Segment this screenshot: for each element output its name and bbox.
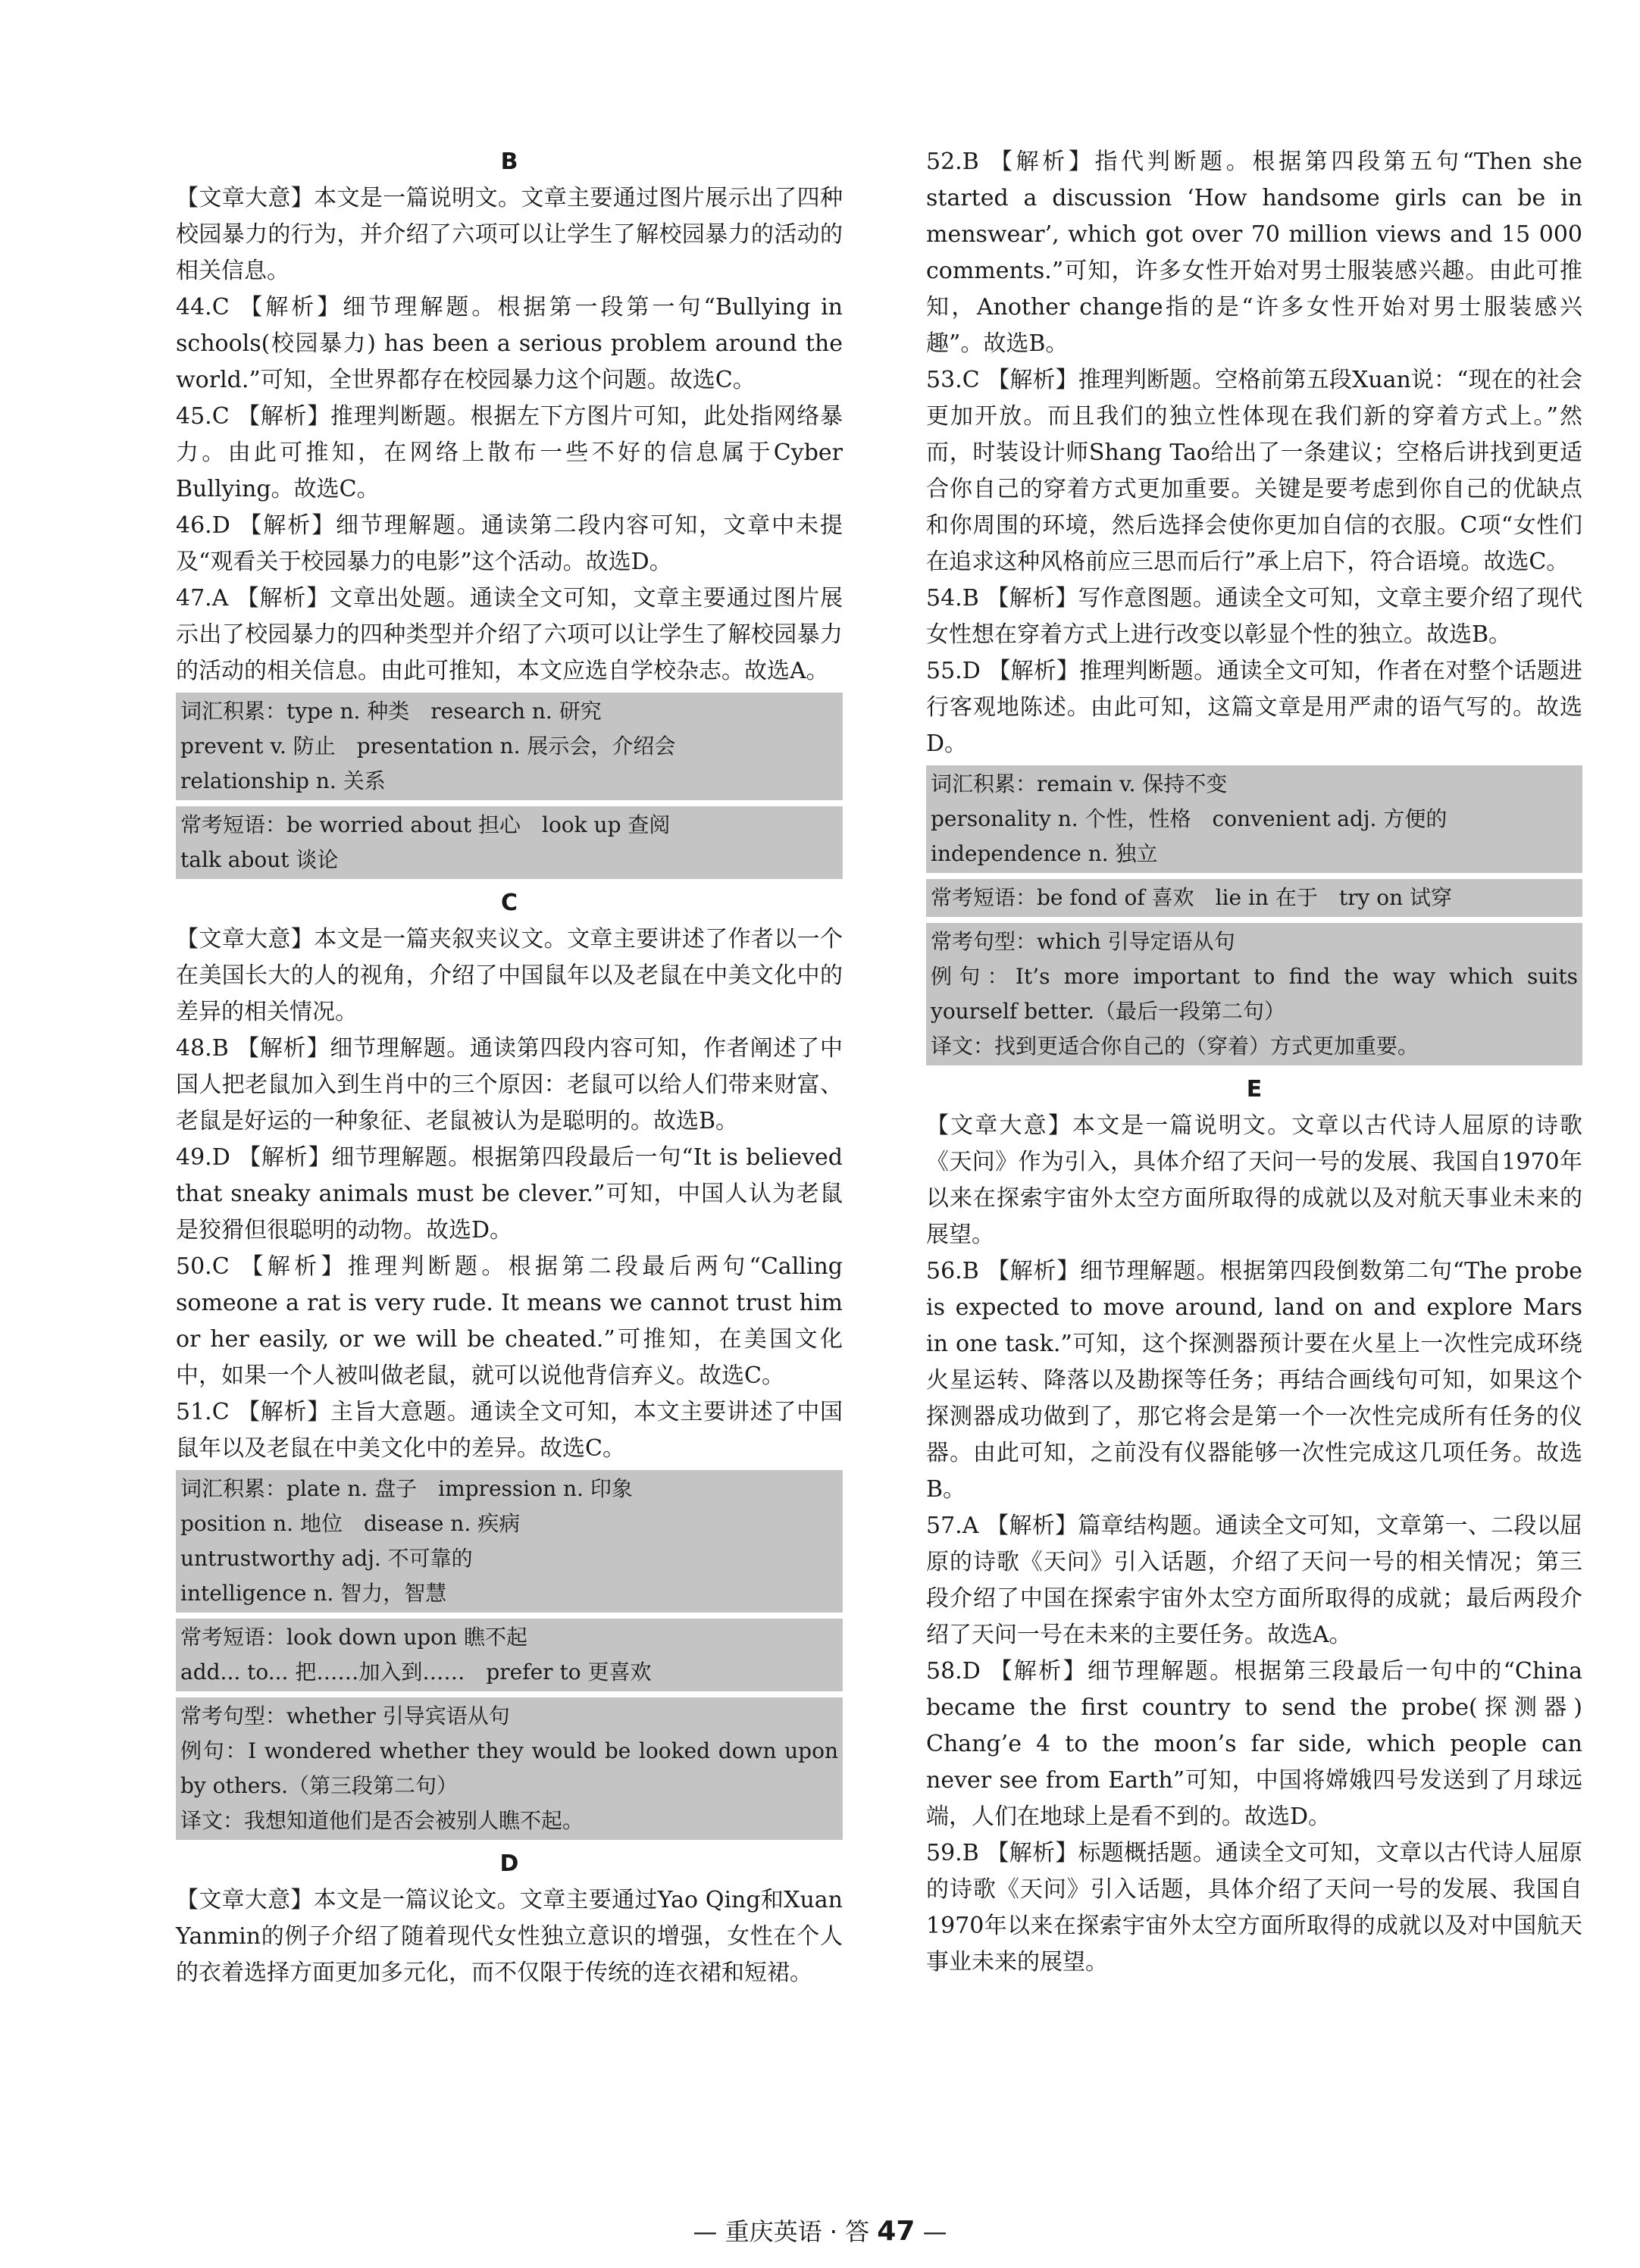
phrase-box-b <box>176 806 843 879</box>
vocab-box-b <box>176 693 843 800</box>
answer-58: 58.D 【解析】细节理解题。根据第三段最后一句中的“China became the first country to send the probe(探测器) Chang’e 4 to the moon’s far side, which people can never see from Earth”可知，中国将嫦娥四号发送到了月球远端，人们在地球上是看不到的。故选D。 <box>926 1658 1582 1830</box>
sentence-box-c <box>176 1697 843 1840</box>
vocab-box-d <box>926 765 1582 873</box>
section-e-summary: 【文章大意】本文是一篇说明文。文章以古代诗人屈原的诗歌《天问》作为引入，具体介绍了天问一号的发展、我国自1970年以来在探索宇宙外太空方面所取得的成就以及对航天事业未来的展望。 <box>926 1112 1582 1248</box>
vocab-line: prevent v. 防止 presentation n. 展示会，介绍会 <box>180 734 676 759</box>
footer-suffix: — <box>922 2217 947 2246</box>
vocab-line: 词汇积累：type n. 种类 research n. 研究 <box>180 699 602 724</box>
sentence-line: 例句：I wondered whether they would be looked down upon by others.（第三段第二句） <box>180 1738 838 1798</box>
answer-52: 52.B 【解析】指代判断题。根据第四段第五句“Then she started a discussion ‘How handsome girls can be in menswear’, which got over 70 million views and 15 000 comments.”可知，许多女性开始对男士服装感兴趣。由此可推知，Another change指的是“许多女性开始对男士服装感兴趣”。故选B。 <box>926 149 1582 357</box>
vocab-line: relationship n. 关系 <box>180 768 386 793</box>
vocab-line: intelligence n. 智力，智慧 <box>180 1581 447 1606</box>
answer-49: 49.D 【解析】细节理解题。根据第四段最后一句“It is believed that sneaky animals must be clever.”可知，中国人认为老鼠是狡猾但很聪明的动物。故选D。 <box>176 1144 843 1243</box>
section-b-summary: 【文章大意】本文是一篇说明文。文章主要通过图片展示出了四种校园暴力的行为，并介绍了六项可以让学生了解校园暴力的活动的相关信息。 <box>176 185 843 284</box>
page-number: 47 <box>877 2216 915 2247</box>
section-d-heading: D <box>499 1850 519 1877</box>
answer-56: 56.B 【解析】细节理解题。根据第四段倒数第二句“The probe is expected to move around, land on and explore Mars in one task.”可知，这个探测器预计要在火星上一次性完成环绕火星运转、降落以及勘探等任务；再结合画线句可知，如果这个探测器成功做到了，那它将会是第一个一次性完成所有任务的仪器。由此可知，之前没有仪器能够一次性完成这几项任务。故选B。 <box>926 1258 1582 1503</box>
footer-prefix: — 重庆英语 · 答 <box>693 2217 870 2246</box>
phrase-box-c <box>176 1619 843 1691</box>
section-c-heading: C <box>500 890 518 916</box>
phrase-box-d <box>926 879 1582 917</box>
vocab-line: personality n. 个性，性格 convenient adj. 方便的 <box>931 806 1448 831</box>
phrase-line: talk about 谈论 <box>180 847 339 872</box>
answer-45: 45.C 【解析】推理判断题。根据左下方图片可知，此处指网络暴力。由此可推知，在网络上散布一些不好的信息属于Cyber Bullying。故选C。 <box>176 403 843 502</box>
sentence-line: 常考句型：which 引导定语从句 <box>931 929 1235 954</box>
answer-44: 44.C 【解析】细节理解题。根据第一段第一句“Bullying in schools(校园暴力) has been a serious problem around the world.”可知，全世界都存在校园暴力这个问题。故选C。 <box>176 294 843 393</box>
vocab-box-c <box>176 1470 843 1613</box>
vocab-line: 词汇积累：remain v. 保持不变 <box>931 771 1228 796</box>
answer-54: 54.B 【解析】写作意图题。通读全文可知，文章主要介绍了现代女性想在穿着方式上进行改变以彰显个性的独立。故选B。 <box>926 585 1582 648</box>
answer-59: 59.B 【解析】标题概括题。通读全文可知，文章以古代诗人屈原的诗歌《天问》引入话题，具体介绍了天问一号的发展、我国自1970年以来在探索宇宙外太空方面所取得的成就以及对中国航天事业未来的展望。 <box>926 1840 1582 1976</box>
vocab-line: untrustworthy adj. 不可靠的 <box>180 1546 473 1571</box>
vocab-line: 词汇积累：plate n. 盘子 impression n. 印象 <box>180 1476 633 1501</box>
section-c-summary: 【文章大意】本文是一篇夹叙夹议文。文章主要讲述了作者以一个在美国长大的人的视角，介绍了中国鼠年以及老鼠在中美文化中的差异的相关情况。 <box>176 926 843 1025</box>
left-column <box>176 144 843 1991</box>
page-footer <box>0 2213 1640 2248</box>
section-e-heading: E <box>1246 1076 1263 1103</box>
phrase-line: 常考短语：be worried about 担心 look up 查阅 <box>180 812 671 837</box>
answer-55: 55.D 【解析】推理判断题。通读全文可知，作者在对整个话题进行客观地陈述。由此可知，这篇文章是用严肃的语气写的。故选D。 <box>926 658 1582 757</box>
answer-47: 47.A 【解析】文章出处题。通读全文可知，文章主要通过图片展示出了校园暴力的四种类型并介绍了六项可以让学生了解校园暴力的活动的相关信息。由此可推知，本文应选自学校杂志。故选A。 <box>176 585 843 684</box>
section-b-heading: B <box>500 149 518 175</box>
answer-57: 57.A 【解析】篇章结构题。通读全文可知，文章第一、二段以屈原的诗歌《天问》引入话题，介绍了天问一号的相关情况；第三段介绍了中国在探索宇宙外太空方面所取得的成就；最后两段介绍了天问一号在未来的主要任务。故选A。 <box>926 1513 1582 1648</box>
sentence-line: 译文：我想知道他们是否会被别人瞧不起。 <box>180 1808 584 1833</box>
vocab-line: independence n. 独立 <box>931 841 1158 866</box>
sentence-line: 译文：找到更适合你自己的（穿着）方式更加重要。 <box>931 1034 1419 1059</box>
sentence-line: 常考句型：whether 引导宾语从句 <box>180 1703 510 1728</box>
answer-48: 48.B 【解析】细节理解题。通读第四段内容可知，作者阐述了中国人把老鼠加入到生肖中的三个原因：老鼠可以给人们带来财富、老鼠是好运的一种象征、老鼠被认为是聪明的。故选B。 <box>176 1035 843 1134</box>
vocab-line: position n. 地位 disease n. 疾病 <box>180 1511 521 1536</box>
answer-51: 51.C 【解析】主旨大意题。通读全文可知，本文主要讲述了中国鼠年以及老鼠在中美文化中的差异。故选C。 <box>176 1399 843 1462</box>
answer-50: 50.C 【解析】推理判断题。根据第二段最后两句“Calling someone a rat is very rude. It means we cannot trust him or her easily, or we will be cheated.”可推知，在美国文化中，如果一个人被叫做老鼠，就可以说他背信弃义。故选C。 <box>176 1253 843 1389</box>
phrase-line: 常考短语：be fond of 喜欢 lie in 在于 try on 试穿 <box>931 885 1453 910</box>
sentence-box-d <box>926 923 1582 1065</box>
answer-46: 46.D 【解析】细节理解题。通读第二段内容可知，文章中未提及“观看关于校园暴力的电影”这个活动。故选D。 <box>176 512 843 575</box>
right-column <box>926 144 1582 1981</box>
section-d-summary: 【文章大意】本文是一篇议论文。文章主要通过Yao Qing和Xuan Yanmin的例子介绍了随着现代女性独立意识的增强，女性在个人的衣着选择方面更加多元化，而不仅限于传统的连衣裙和短裙。 <box>176 1887 843 1986</box>
phrase-line: 常考短语：look down upon 瞧不起 <box>180 1625 527 1650</box>
sentence-line: 例句：It’s more important to find the way which suits yourself better.（最后一段第二句） <box>931 964 1578 1024</box>
answer-53: 53.C 【解析】推理判断题。空格前第五段Xuan说：“现在的社会更加开放。而且我们的独立性体现在我们新的穿着方式上。”然而，时装设计师Shang Tao给出了一条建议；空格后讲找到更适合你自己的穿着方式更加重要。关键是要考虑到你自己的优缺点和你周围的环境，然后选择会使你更加自信的衣服。C项“女性们在追求这种风格前应三思而后行”承上启下，符合语境。故选C。 <box>926 367 1582 575</box>
phrase-line: add... to... 把……加入到…… prefer to 更喜欢 <box>180 1660 652 1685</box>
